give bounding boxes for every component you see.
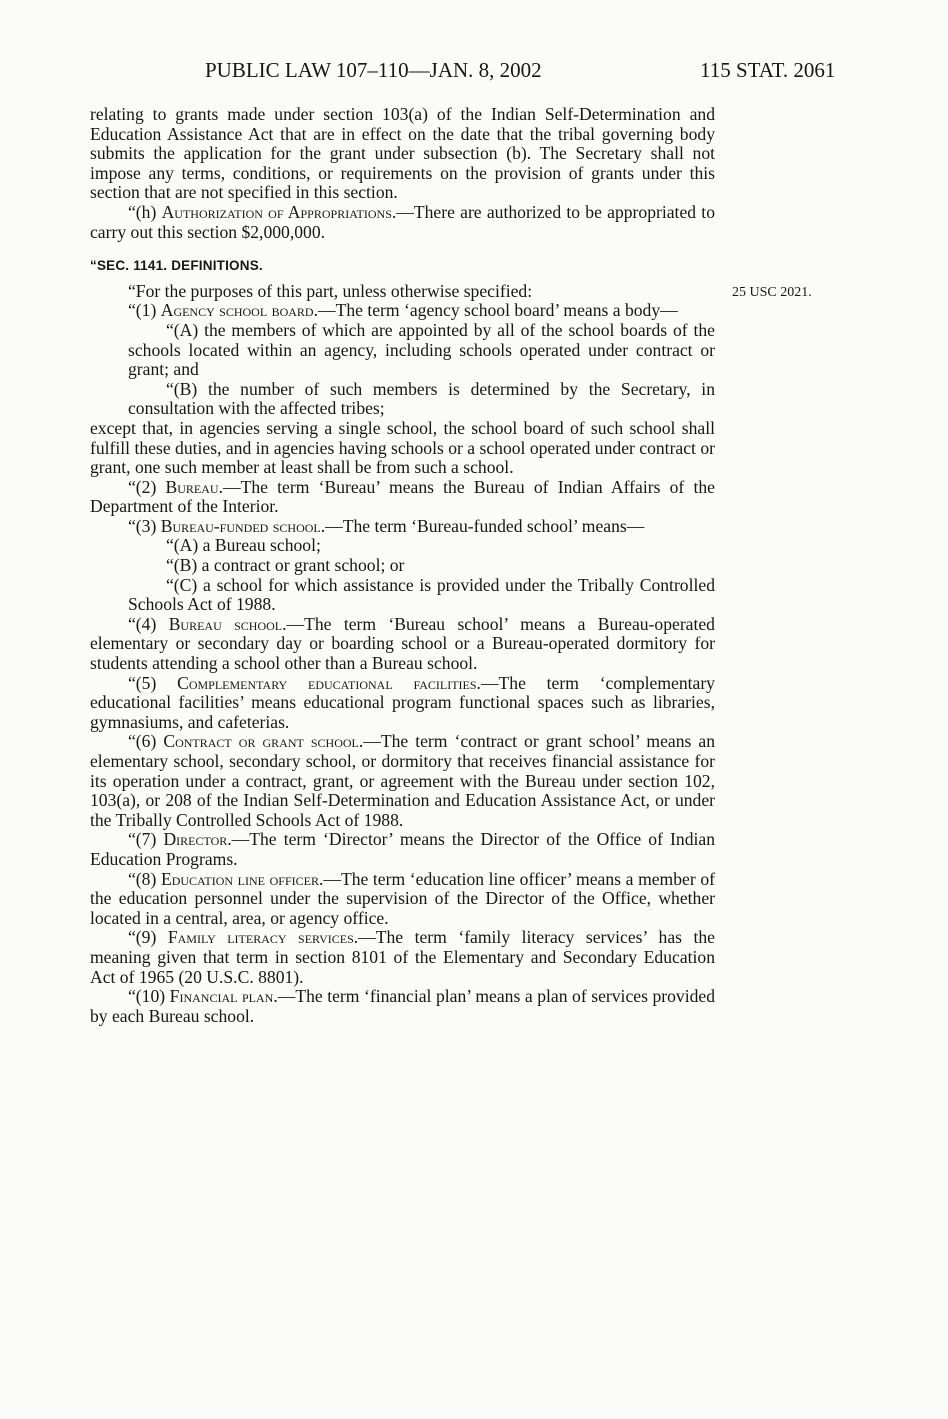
definition-3b: “(B) a contract or grant school; or	[166, 555, 405, 576]
definition-10: “(10) Financial plan.—The term ‘financial plan’ means a plan of services provided by each Bureau school.	[90, 986, 715, 1026]
definition-1-except: except that, in agencies serving a single school, the school board of such school shall fulfill these duties, and in agencies having schools or a school operated under contract or grant, one such member at least shall be from such a school.	[90, 417, 715, 478]
page-body	[90, 105, 715, 1026]
definition-1a: “(A) the members of which are appointed by all of the school boards of the schools located within an agency, including schools operated under contract or grant; and	[128, 319, 715, 380]
definition-5: “(5) Complementary educational facilities.—The term ‘complementary educational facilities’ means educational program functional spaces such as libraries, gymnasiums, and cafeterias.	[90, 672, 715, 732]
definition-9: “(9) Family literacy services.—The term ‘family literacy services’ has the meaning given that term in section 8101 of the Elementary and Secondary Education Act of 1965 (20 U.S.C. 8801).	[90, 927, 715, 987]
margin-citation: 25 USC 2021.	[732, 285, 812, 300]
definition-term: Bureau	[165, 476, 219, 497]
definition-6: “(6) Contract or grant school.—The term ‘contract or grant school’ means an elementary school, secondary school, or dormitory that receives financial assistance for its operation under a contract, grant, or agreement with the Bureau under section 102, 103(a), or 208 of the Indian Self-Determination and Education Assistance Act, or under the Tribally Controlled Schools Act of 1988.	[90, 731, 715, 830]
definition-8: “(8) Education line officer.—The term ‘education line officer’ means a member of the education personnel under the supervision of the Director of the Office, whether located in a central, area, or agency office.	[90, 868, 715, 928]
definition-term: Director	[163, 829, 228, 850]
definition-1b: “(B) the number of such members is determined by the Secretary, in consultation with the affected tribes;	[128, 378, 715, 419]
definition-term: Bureau-funded school	[160, 515, 321, 536]
definition-3: “(3) Bureau-funded school.—The term ‘Bureau-funded school’ means—	[128, 515, 645, 536]
definition-term: Financial plan	[169, 986, 274, 1007]
running-head: PUBLIC LAW 107–110—JAN. 8, 2002	[205, 58, 542, 82]
definition-term: Education line officer	[160, 868, 319, 889]
subsection-h: “(h) Authorization of Appropriations.—There are authorized to be appropriated to carry out this section $2,000,000.	[90, 201, 715, 242]
statute-page-number: 115 STAT. 2061	[700, 58, 836, 82]
definition-term: Agency school board	[160, 300, 314, 321]
definition-3a: “(A) a Bureau school;	[166, 535, 321, 556]
definition-term: Bureau school	[168, 613, 283, 634]
definition-2: “(2) Bureau.—The term ‘Bureau’ means the Bureau of Indian Affairs of the Department of the Interior.	[90, 476, 715, 517]
definition-3c: “(C) a school for which assistance is provided under the Tribally Controlled Schools Act of 1988.	[128, 574, 715, 615]
definition-term: Contract or grant school	[163, 731, 359, 752]
definition-4: “(4) Bureau school.—The term ‘Bureau school’ means a Bureau-operated elementary or secondary day or boarding school or a Bureau-operated dormitory for students attending a school other than a Bureau school.	[90, 613, 715, 674]
definitions-intro: “For the purposes of this part, unless otherwise specified:	[128, 280, 533, 301]
subsection-heading: Authorization of Appropriations	[161, 201, 392, 222]
page-header	[0, 58, 948, 88]
definition-term: Family literacy services	[167, 927, 354, 948]
definition-7: “(7) Director.—The term ‘Director’ means the Director of the Office of Indian Education Programs.	[90, 829, 715, 869]
definition-1: “(1) Agency school board.—The term ‘agency school board’ means a body—	[128, 300, 678, 321]
definition-term: Complementary educational facilities	[177, 672, 477, 693]
section-heading: “SEC. 1141. DEFINITIONS.	[90, 258, 263, 274]
continued-paragraph: relating to grants made under section 103(a) of the Indian Self-Determination and Education Assistance Act that are in effect on the date that the tribal governing body submits the application for the grant under subsection (b). The Secretary shall not impose any terms, conditions, or requirements on the provision of grants under this section that are not specified in this section.	[90, 104, 715, 203]
